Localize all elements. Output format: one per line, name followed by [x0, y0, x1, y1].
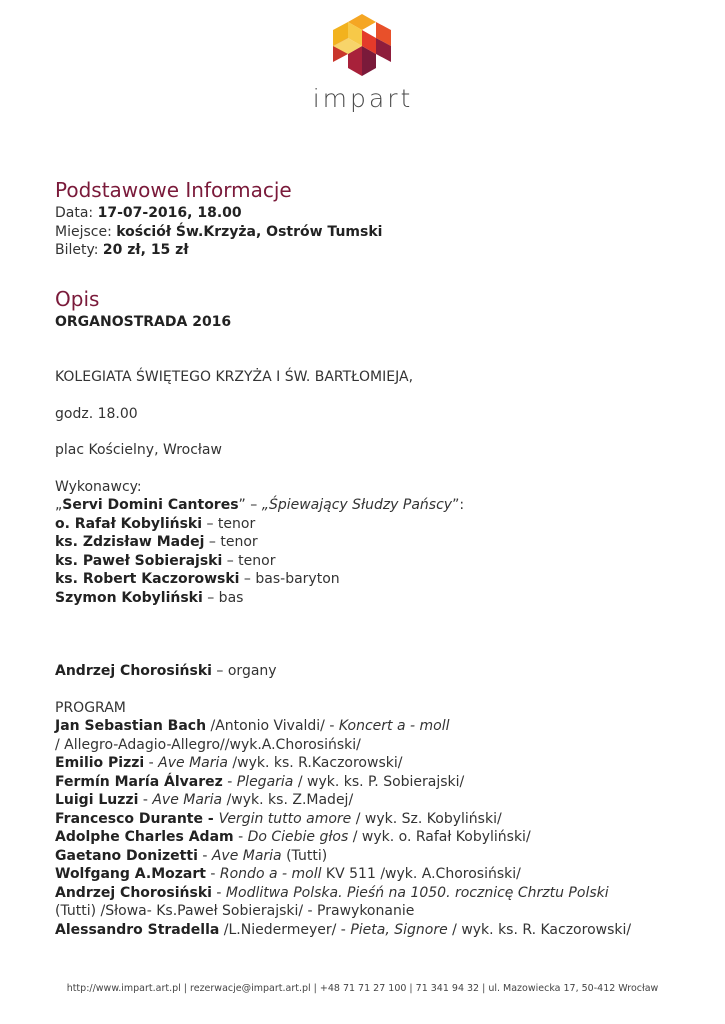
impart-logo-icon [333, 14, 391, 76]
singer-row: ks. Paweł Sobierajski – tenor [55, 552, 276, 569]
church-name: KOLEGIATA ŚWIĘTEGO KRZYŻA I ŚW. BARTŁOMIEJA, [55, 369, 414, 385]
program-item-cont: / Allegro-Adagio-Allegro//wyk.A.Chorosiński/ [55, 736, 361, 753]
singer-row: o. Rafał Kobyliński – tenor [55, 515, 256, 532]
performers-label: Wykonawcy: [55, 478, 142, 495]
event-title: ORGANOSTRADA 2016 [55, 313, 232, 330]
program-item: Francesco Durante - Vergin tutto amore / wyk. Sz. Kobyliński/ [55, 810, 502, 827]
program-item: Alessandro Stradella /L.Niedermeyer/ - Pieta, Signore / wyk. ks. R. Kaczorowski/ [55, 921, 632, 938]
event-time: godz. 18.00 [55, 405, 138, 422]
place-line: Miejsce: kościół Św.Krzyża, Ostrów Tumski [55, 223, 383, 240]
date-line: Data: 17-07-2016, 18.00 [55, 205, 242, 221]
choir-line: „Servi Domini Cantores” – „Śpiewający Słudzy Pańscy”: [55, 497, 465, 513]
program-item: Fermín María Álvarez - Plegaria / wyk. ks. P. Sobierajski/ [55, 773, 465, 790]
program-label: PROGRAM [55, 699, 126, 716]
program-item: Wolfgang A.Mozart - Rondo a - moll KV 511 /wyk. A.Chorosiński/ [55, 866, 521, 882]
program-item: Jan Sebastian Bach /Antonio Vivaldi/ - Koncert a - moll [55, 718, 450, 734]
program-item: Adolphe Charles Adam - Do Ciebie głos / wyk. o. Rafał Kobyliński/ [55, 829, 531, 845]
program-item: Gaetano Donizetti - Ave Maria (Tutti) [55, 847, 328, 864]
event-address: plac Kościelny, Wrocław [55, 442, 222, 458]
program-item: Emilio Pizzi - Ave Maria /wyk. ks. R.Kaczorowski/ [55, 755, 403, 771]
logo-text: impart [312, 84, 414, 113]
info-heading: Podstawowe Informacje [55, 178, 292, 202]
singer-row: ks. Robert Kaczorowski – bas-baryton [55, 571, 340, 587]
program-item: Luigi Luzzi - Ave Maria /wyk. ks. Z.Madej/ [55, 792, 354, 808]
tickets-line: Bilety: 20 zł, 15 zł [55, 242, 189, 258]
footer-contact: http://www.impart.art.pl | rezerwacje@impart.art.pl | +48 71 71 27 100 | 71 341 94 32 | ul. Mazowiecka 17, 50-412 Wrocław [66, 983, 659, 994]
opis-heading: Opis [55, 286, 100, 311]
program-item-cont: (Tutti) /Słowa- Ks.Paweł Sobierajski/ - Prawykonanie [55, 903, 415, 919]
singer-row: Szymon Kobyliński – bas [55, 589, 244, 606]
organist-line: Andrzej Chorosiński – organy [55, 663, 277, 679]
program-item: Andrzej Chorosiński - Modlitwa Polska. Pieśń na 1050. rocznicę Chrztu Polski [55, 884, 609, 901]
singer-row: ks. Zdzisław Madej – tenor [55, 534, 258, 550]
event-details [55, 176, 695, 939]
